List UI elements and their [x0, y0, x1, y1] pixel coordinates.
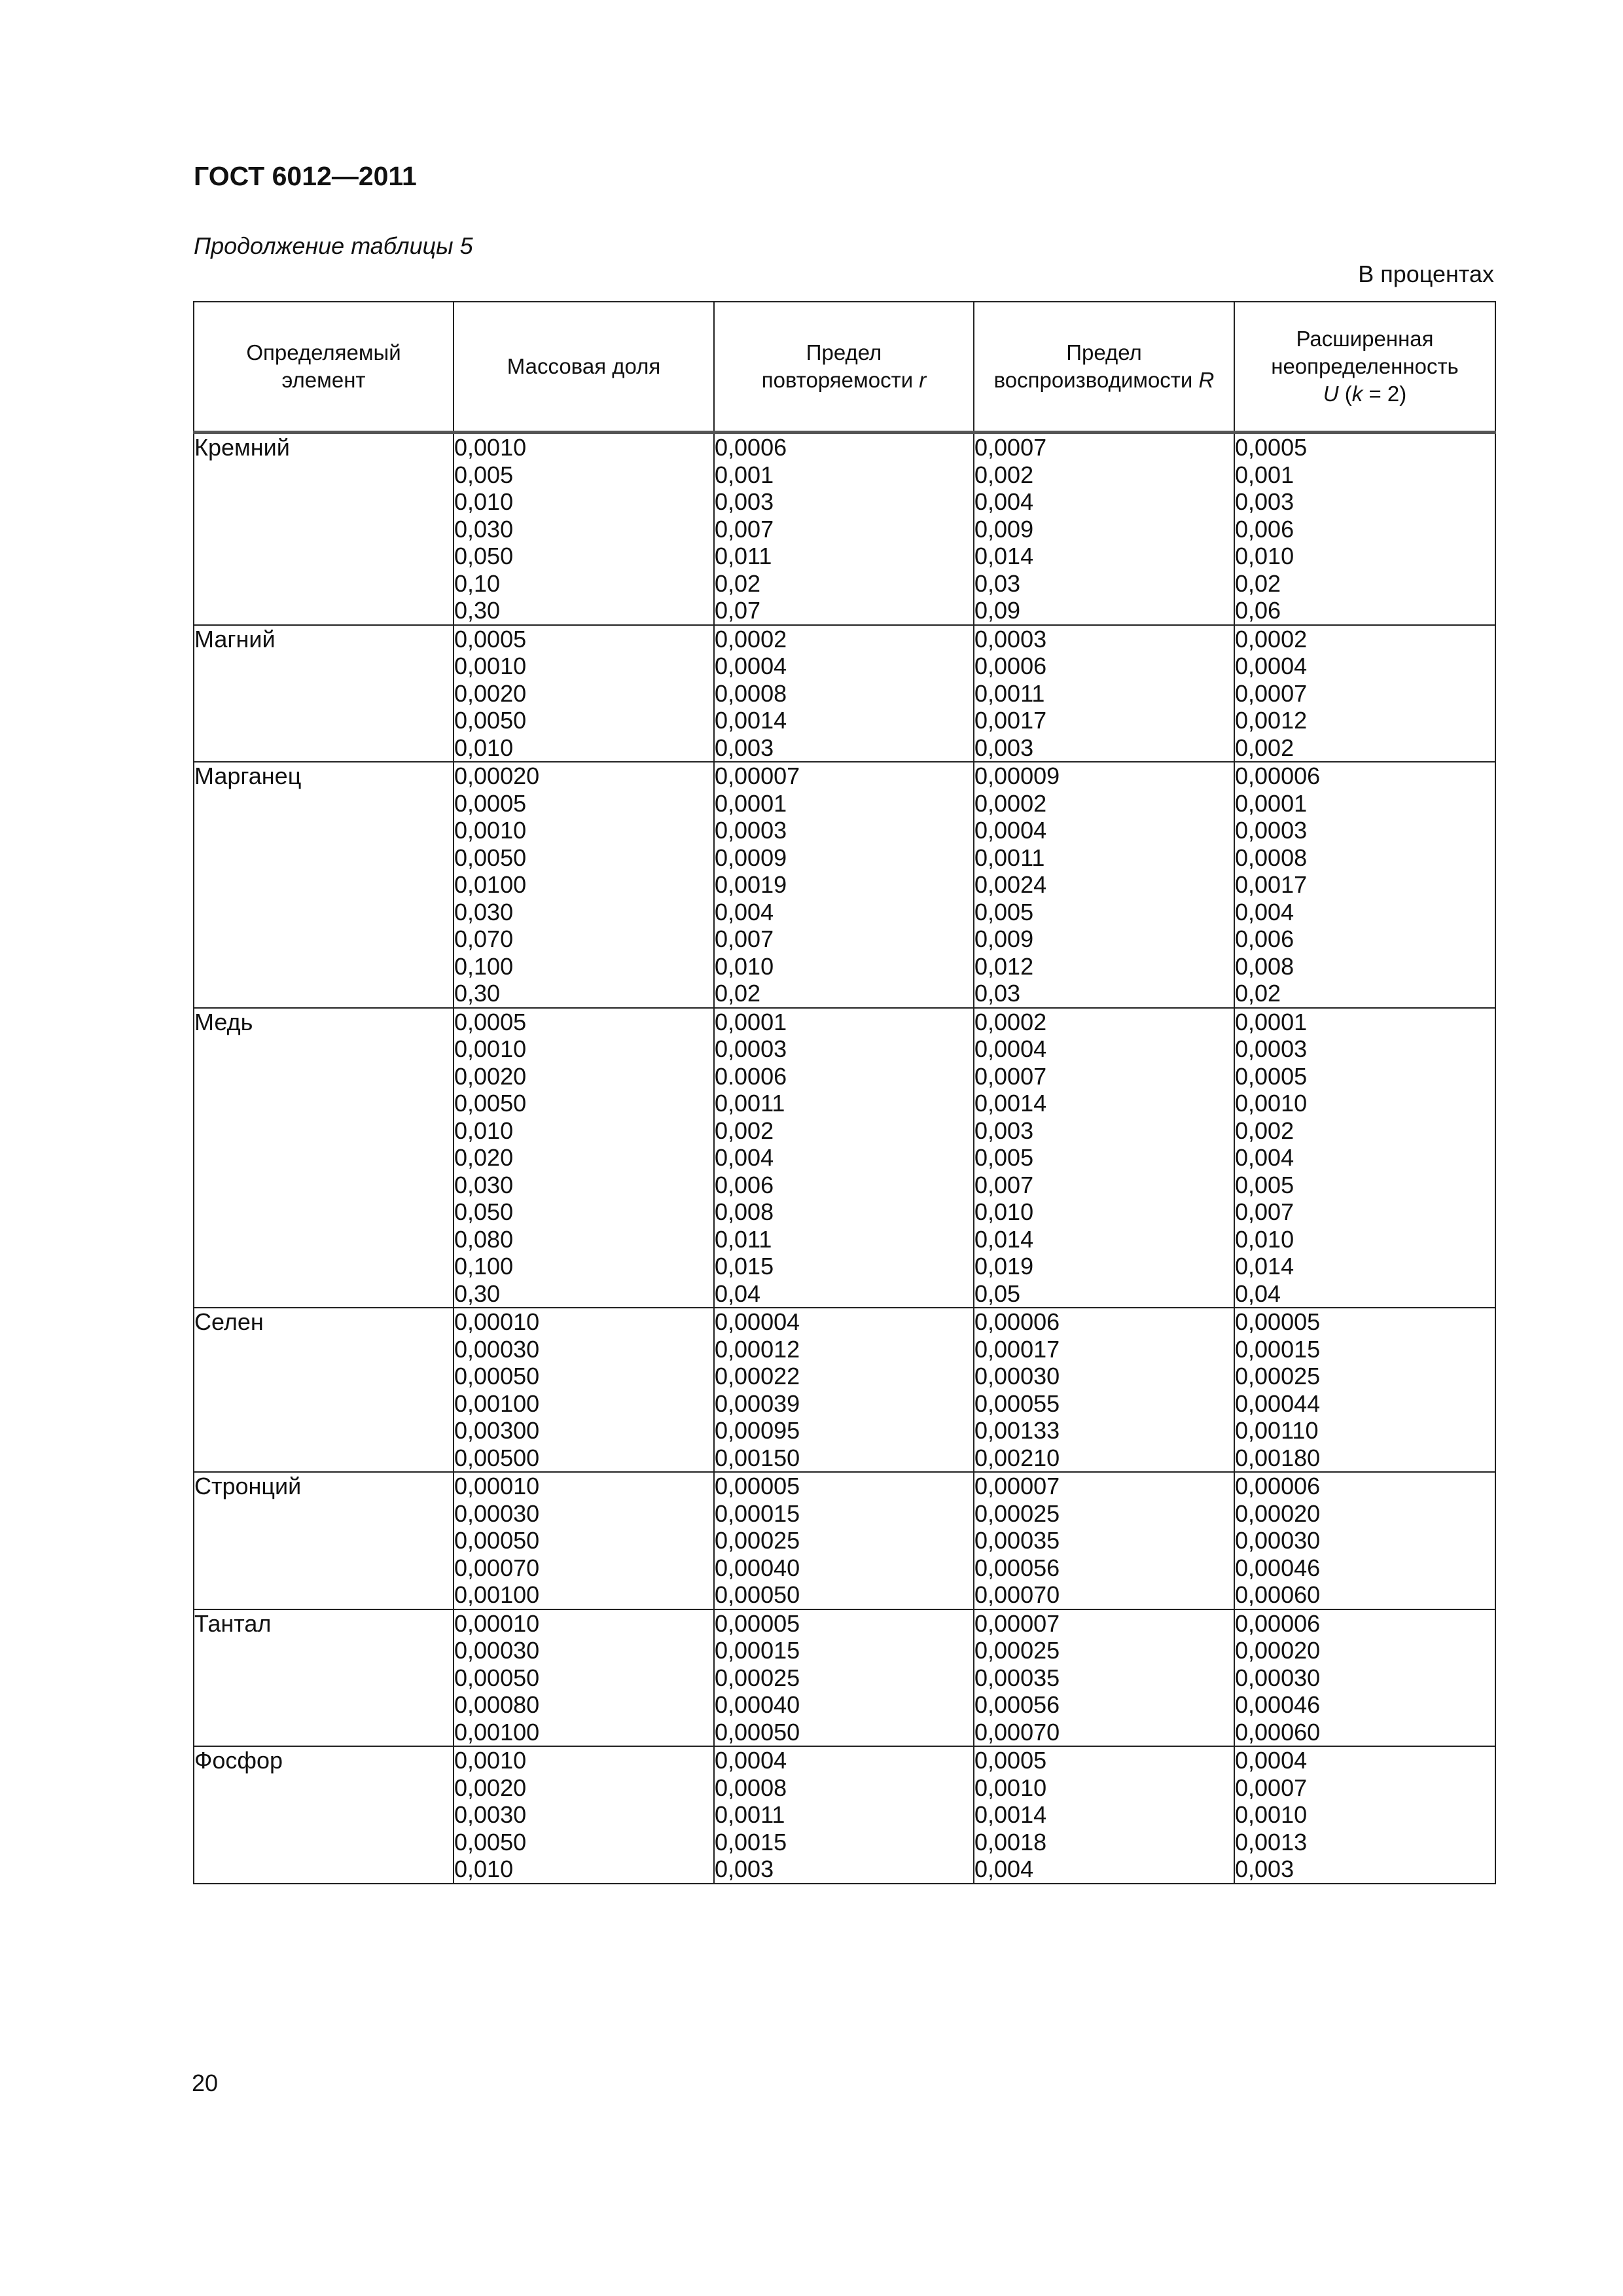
mass-fraction-value: 0,00100	[454, 1581, 540, 1608]
uncertainty-value: 0,00025	[1235, 1363, 1321, 1390]
reproducibility-value: 0,00055	[974, 1390, 1060, 1417]
uncertainty-cell	[1234, 1746, 1495, 1884]
mass-fraction-value: 0,0020	[454, 1774, 527, 1801]
uncertainty-cell	[1234, 1472, 1495, 1609]
repeatability-value: 0,00015	[715, 1499, 800, 1527]
mass-fraction-value: 0,0050	[454, 844, 527, 871]
repeatability-value: 0,001	[715, 461, 774, 488]
uncertainty-value: 0,00006	[1235, 762, 1321, 789]
uncertainty-value: 0,0004	[1235, 653, 1308, 679]
repeatability-value: 0,015	[715, 1253, 774, 1280]
mass-fraction-value: 0,070	[454, 925, 514, 952]
uncertainty-value: 0,00046	[1235, 1691, 1321, 1718]
uncertainty-value: 0,0003	[1235, 1035, 1308, 1062]
mass-fraction-value: 0,010	[454, 1856, 514, 1882]
reproducibility-cell	[974, 1008, 1234, 1308]
uncertainty-value: 0,0008	[1235, 844, 1308, 871]
reproducibility-value: 0,00017	[974, 1335, 1060, 1363]
repeatability-value: 0,003	[715, 488, 774, 515]
header-element-line-2: элемент	[281, 368, 366, 392]
uncertainty-value: 0,04	[1235, 1280, 1281, 1307]
uncertainty-cell	[1234, 1008, 1495, 1308]
mass-fraction-value: 0,100	[454, 1253, 514, 1280]
data-table	[193, 301, 1496, 1884]
uncertainty-value: 0,0001	[1235, 1008, 1308, 1035]
header-reproducibility-line-2: воспроизводимости	[993, 368, 1199, 392]
reproducibility-value: 0,00056	[974, 1554, 1060, 1581]
header-reproducibility-line-1: Предел	[1066, 340, 1142, 365]
reproducibility-value: 0,019	[974, 1253, 1034, 1280]
uncertainty-value: 0,00046	[1235, 1554, 1321, 1581]
uncertainty-value: 0,0010	[1235, 1090, 1308, 1117]
reproducibility-value: 0,0002	[974, 1008, 1047, 1035]
element-name-cell: Селен	[194, 1308, 454, 1472]
repeatability-value: 0,00007	[715, 762, 800, 789]
mass-fraction-value: 0,00070	[454, 1554, 540, 1581]
reproducibility-value: 0,009	[974, 925, 1034, 952]
mass-fraction-value: 0,010	[454, 1117, 514, 1144]
mass-fraction-value: 0,0010	[454, 434, 527, 461]
mass-fraction-value: 0,00100	[454, 1390, 540, 1417]
mass-fraction-value: 0,0005	[454, 1008, 527, 1035]
reproducibility-value: 0,004	[974, 488, 1034, 515]
repeatability-value: 0,0006	[715, 434, 787, 461]
mass-fraction-value: 0,0020	[454, 1062, 527, 1090]
repeatability-value: 0,0011	[715, 1801, 785, 1828]
reproducibility-value: 0,00056	[974, 1691, 1060, 1718]
uncertainty-value: 0,0004	[1235, 1747, 1308, 1774]
repeatability-value: 0,0014	[715, 707, 787, 734]
table-row	[194, 1609, 1495, 1747]
page-number: 20	[192, 2070, 219, 2096]
repeatability-value: 0,07	[715, 597, 761, 624]
mass-fraction-value: 0,030	[454, 515, 514, 543]
reproducibility-value: 0,0007	[974, 1062, 1047, 1090]
mass-fraction-value: 0,00300	[454, 1417, 540, 1444]
reproducibility-value: 0,00035	[974, 1664, 1060, 1691]
uncertainty-value: 0,00044	[1235, 1390, 1321, 1417]
mass-fraction-value: 0,0020	[454, 679, 527, 707]
table-header-row	[194, 302, 1495, 433]
repeatability-value: 0,00005	[715, 1609, 800, 1637]
mass-fraction-value: 0,00010	[454, 1473, 540, 1499]
mass-fraction-value: 0,00020	[454, 762, 540, 789]
element-name-cell: Тантал	[194, 1609, 454, 1747]
uncertainty-value: 0,0005	[1235, 434, 1308, 461]
uncertainty-value: 0,006	[1235, 515, 1294, 543]
symbol-R: R	[1198, 368, 1215, 392]
reproducibility-value: 0,00007	[974, 1609, 1060, 1637]
repeatability-value: 0,0009	[715, 844, 787, 871]
mass-fraction-cell	[454, 1008, 714, 1308]
header-element-line-1: Определяемый	[246, 340, 401, 365]
reproducibility-value: 0,03	[974, 980, 1021, 1007]
reproducibility-value: 0,010	[974, 1198, 1034, 1225]
repeatability-value: 0,00012	[715, 1335, 800, 1363]
header-uncertainty-line-1: Расширенная	[1296, 327, 1434, 351]
uncertainty-value: 0,00020	[1235, 1637, 1321, 1664]
mass-fraction-value: 0,050	[454, 543, 514, 569]
uncertainty-value: 0,010	[1235, 543, 1294, 569]
table-row	[194, 1746, 1495, 1884]
mass-fraction-value: 0,30	[454, 597, 501, 624]
mass-fraction-value: 0,050	[454, 1198, 514, 1225]
reproducibility-value: 0,005	[974, 1144, 1034, 1171]
reproducibility-value: 0,0004	[974, 1035, 1047, 1062]
mass-fraction-value: 0,030	[454, 898, 514, 925]
repeatability-value: 0,003	[715, 1856, 774, 1882]
mass-fraction-value: 0,00010	[454, 1609, 540, 1637]
repeatability-value: 0,0004	[715, 1747, 787, 1774]
mass-fraction-value: 0,0050	[454, 707, 527, 734]
repeatability-value: 0,004	[715, 898, 774, 925]
uncertainty-value: 0,0012	[1235, 707, 1308, 734]
uncertainty-value: 0,0007	[1235, 1774, 1308, 1801]
mass-fraction-value: 0,0050	[454, 1828, 527, 1856]
reproducibility-value: 0,00025	[974, 1499, 1060, 1527]
reproducibility-value: 0,00030	[974, 1363, 1060, 1390]
repeatability-value: 0,00095	[715, 1417, 800, 1444]
table-row	[194, 1472, 1495, 1609]
reproducibility-value: 0,003	[974, 734, 1034, 761]
header-reproducibility	[974, 302, 1234, 433]
repeatability-value: 0,008	[715, 1198, 774, 1225]
repeatability-value: 0,004	[715, 1144, 774, 1171]
mass-fraction-value: 0,00100	[454, 1718, 540, 1746]
mass-fraction-value: 0,0030	[454, 1801, 527, 1828]
mass-fraction-value: 0,30	[454, 980, 501, 1007]
header-uncertainty-line-2: неопределенность	[1271, 354, 1459, 378]
repeatability-value: 0,02	[715, 569, 761, 597]
mass-fraction-value: 0,30	[454, 1280, 501, 1307]
reproducibility-value: 0,0024	[974, 871, 1047, 898]
element-name-cell: Стронций	[194, 1472, 454, 1609]
repeatability-value: 0,007	[715, 925, 774, 952]
units-note: В процентах	[1358, 260, 1494, 287]
uncertainty-value: 0,0007	[1235, 679, 1308, 707]
reproducibility-value: 0,0011	[974, 844, 1045, 871]
repeatability-value: 0,002	[715, 1117, 774, 1144]
reproducibility-value: 0,004	[974, 1856, 1034, 1882]
repeatability-value: 0,0008	[715, 679, 787, 707]
mass-fraction-value: 0,00080	[454, 1691, 540, 1718]
mass-fraction-value: 0,00500	[454, 1444, 540, 1471]
reproducibility-value: 0,014	[974, 1225, 1034, 1253]
repeatability-cell	[714, 762, 974, 1008]
uncertainty-value: 0,02	[1235, 569, 1281, 597]
repeatability-value: 0,00040	[715, 1691, 800, 1718]
repeatability-value: 0,00025	[715, 1527, 800, 1554]
mass-fraction-value: 0,0100	[454, 871, 527, 898]
reproducibility-value: 0,0005	[974, 1747, 1047, 1774]
repeatability-value: 0,00039	[715, 1390, 800, 1417]
table-row	[194, 1308, 1495, 1472]
symbol-U: U	[1323, 382, 1339, 406]
header-mass-fraction-text: Массовая доля	[507, 354, 661, 378]
element-name-cell: Магний	[194, 625, 454, 762]
uncertainty-value: 0,008	[1235, 952, 1294, 980]
reproducibility-cell	[974, 762, 1234, 1008]
repeatability-value: 0,011	[715, 543, 772, 569]
uncertainty-value: 0,0010	[1235, 1801, 1308, 1828]
repeatability-value: 0,010	[715, 952, 774, 980]
repeatability-value: 0,0004	[715, 653, 787, 679]
mass-fraction-value: 0,0010	[454, 1747, 527, 1774]
uncertainty-value: 0,0017	[1235, 871, 1308, 898]
reproducibility-value: 0,014	[974, 543, 1034, 569]
uncertainty-cell	[1234, 1308, 1495, 1472]
repeatability-value: 0,003	[715, 734, 774, 761]
reproducibility-value: 0,00070	[974, 1718, 1060, 1746]
reproducibility-value: 0,003	[974, 1117, 1034, 1144]
uncertainty-value: 0,00020	[1235, 1499, 1321, 1527]
uncertainty-value: 0,0002	[1235, 625, 1308, 653]
repeatability-value: 0,0001	[715, 1008, 787, 1035]
reproducibility-cell	[974, 1609, 1234, 1747]
repeatability-cell	[714, 1746, 974, 1884]
uncertainty-value: 0,014	[1235, 1253, 1294, 1280]
uncertainty-cell	[1234, 1609, 1495, 1747]
symbol-k: k	[1351, 382, 1363, 406]
reproducibility-value: 0,00070	[974, 1581, 1060, 1608]
mass-fraction-value: 0,0010	[454, 817, 527, 844]
header-repeatability-line-1: Предел	[806, 340, 882, 365]
mass-fraction-value: 0,00030	[454, 1637, 540, 1664]
repeatability-cell	[714, 1472, 974, 1609]
uncertainty-value: 0,004	[1235, 1144, 1294, 1171]
mass-fraction-cell	[454, 1308, 714, 1472]
uncertainty-value: 0,005	[1235, 1171, 1294, 1198]
uncertainty-value: 0,00060	[1235, 1718, 1321, 1746]
mass-fraction-value: 0,00050	[454, 1363, 540, 1390]
reproducibility-value: 0,0002	[974, 789, 1047, 817]
reproducibility-value: 0,00006	[974, 1308, 1060, 1335]
uncertainty-value: 0,00030	[1235, 1527, 1321, 1554]
repeatability-value: 0,04	[715, 1280, 761, 1307]
uncertainty-value: 0,00030	[1235, 1664, 1321, 1691]
reproducibility-value: 0,012	[974, 952, 1034, 980]
reproducibility-value: 0,0014	[974, 1090, 1047, 1117]
mass-fraction-value: 0,030	[454, 1171, 514, 1198]
table-row	[194, 762, 1495, 1008]
table-row	[194, 1008, 1495, 1308]
repeatability-value: 0,00025	[715, 1664, 800, 1691]
repeatability-value: 0,00040	[715, 1554, 800, 1581]
reproducibility-value: 0,0006	[974, 653, 1047, 679]
uncertainty-value: 0,006	[1235, 925, 1294, 952]
reproducibility-value: 0,00210	[974, 1444, 1060, 1471]
repeatability-value: 0,00015	[715, 1637, 800, 1664]
repeatability-value: 0,0002	[715, 625, 787, 653]
table-caption: Продолжение таблицы 5	[194, 232, 473, 259]
uncertainty-value: 0,06	[1235, 597, 1281, 624]
mass-fraction-value: 0,080	[454, 1225, 514, 1253]
uncertainty-value: 0,007	[1235, 1198, 1294, 1225]
uncertainty-value: 0,003	[1235, 1856, 1294, 1882]
reproducibility-value: 0,05	[974, 1280, 1021, 1307]
symbol-r: r	[919, 368, 927, 392]
mass-fraction-value: 0,010	[454, 488, 514, 515]
mass-fraction-cell	[454, 1472, 714, 1609]
mass-fraction-cell	[454, 433, 714, 625]
mass-fraction-cell	[454, 1746, 714, 1884]
reproducibility-value: 0,002	[974, 461, 1034, 488]
reproducibility-cell	[974, 1746, 1234, 1884]
uncertainty-value: 0,00005	[1235, 1308, 1321, 1335]
uncertainty-value: 0,00015	[1235, 1335, 1321, 1363]
uncertainty-k-value: = 2)	[1363, 382, 1407, 406]
repeatability-value: 0,011	[715, 1225, 772, 1253]
mass-fraction-value: 0,00050	[454, 1664, 540, 1691]
repeatability-value: 0,00022	[715, 1363, 800, 1390]
reproducibility-value: 0,007	[974, 1171, 1034, 1198]
header-repeatability	[714, 302, 974, 433]
table-row	[194, 433, 1495, 625]
repeatability-value: 0,0015	[715, 1828, 787, 1856]
mass-fraction-value: 0,020	[454, 1144, 514, 1171]
reproducibility-value: 0,0004	[974, 817, 1047, 844]
reproducibility-value: 0,00007	[974, 1473, 1060, 1499]
mass-fraction-value: 0,005	[454, 461, 514, 488]
uncertainty-cell	[1234, 625, 1495, 762]
header-element	[194, 302, 454, 433]
reproducibility-value: 0,0010	[974, 1774, 1047, 1801]
repeatability-value: 0,006	[715, 1171, 774, 1198]
uncertainty-value: 0,00006	[1235, 1473, 1321, 1499]
reproducibility-value: 0,09	[974, 597, 1021, 624]
repeatability-value: 0,0003	[715, 817, 787, 844]
reproducibility-value: 0,00133	[974, 1417, 1060, 1444]
table-row	[194, 625, 1495, 762]
uncertainty-value: 0,00110	[1235, 1417, 1319, 1444]
mass-fraction-value: 0,010	[454, 734, 514, 761]
uncertainty-cell	[1234, 433, 1495, 625]
repeatability-cell	[714, 433, 974, 625]
element-name-cell: Медь	[194, 1008, 454, 1308]
reproducibility-value: 0,03	[974, 569, 1021, 597]
mass-fraction-cell	[454, 625, 714, 762]
repeatability-value: 0,0011	[715, 1090, 785, 1117]
reproducibility-value: 0,009	[974, 515, 1034, 543]
repeatability-value: 0,00150	[715, 1444, 800, 1471]
mass-fraction-cell	[454, 762, 714, 1008]
element-name-cell: Фосфор	[194, 1746, 454, 1884]
reproducibility-value: 0,00035	[974, 1527, 1060, 1554]
uncertainty-value: 0,0003	[1235, 817, 1308, 844]
reproducibility-cell	[974, 1308, 1234, 1472]
uncertainty-value: 0,00180	[1235, 1444, 1321, 1471]
mass-fraction-cell	[454, 1609, 714, 1747]
reproducibility-value: 0,0003	[974, 625, 1047, 653]
reproducibility-value: 0,0007	[974, 434, 1047, 461]
uncertainty-paren-open: (	[1338, 382, 1352, 406]
repeatability-value: 0,0001	[715, 789, 787, 817]
reproducibility-cell	[974, 433, 1234, 625]
mass-fraction-value: 0,00010	[454, 1308, 540, 1335]
uncertainty-value: 0,004	[1235, 898, 1294, 925]
uncertainty-value: 0,00060	[1235, 1581, 1321, 1608]
uncertainty-value: 0,002	[1235, 734, 1294, 761]
repeatability-cell	[714, 1008, 974, 1308]
uncertainty-cell	[1234, 762, 1495, 1008]
document-code: ГОСТ 6012—2011	[194, 161, 417, 191]
mass-fraction-value: 0,0050	[454, 1090, 527, 1117]
mass-fraction-value: 0,0005	[454, 789, 527, 817]
repeatability-cell	[714, 625, 974, 762]
reproducibility-cell	[974, 625, 1234, 762]
element-name-cell: Марганец	[194, 762, 454, 1008]
mass-fraction-value: 0,0005	[454, 625, 527, 653]
reproducibility-value: 0,0018	[974, 1828, 1047, 1856]
uncertainty-value: 0,0001	[1235, 789, 1308, 817]
mass-fraction-value: 0,00030	[454, 1335, 540, 1363]
reproducibility-value: 0,0017	[974, 707, 1047, 734]
mass-fraction-value: 0,10	[454, 569, 501, 597]
repeatability-value: 0,007	[715, 515, 774, 543]
reproducibility-value: 0,00025	[974, 1637, 1060, 1664]
mass-fraction-value: 0,0010	[454, 653, 527, 679]
reproducibility-value: 0,0011	[974, 679, 1045, 707]
uncertainty-value: 0,002	[1235, 1117, 1294, 1144]
uncertainty-value: 0,0005	[1235, 1062, 1308, 1090]
repeatability-value: 0,02	[715, 980, 761, 1007]
mass-fraction-value: 0,100	[454, 952, 514, 980]
repeatability-value: 0,0008	[715, 1774, 787, 1801]
repeatability-value: 0,00050	[715, 1581, 800, 1608]
mass-fraction-value: 0,0010	[454, 1035, 527, 1062]
reproducibility-cell	[974, 1472, 1234, 1609]
reproducibility-value: 0,00009	[974, 762, 1060, 789]
header-uncertainty	[1234, 302, 1495, 433]
reproducibility-value: 0,005	[974, 898, 1034, 925]
repeatability-value: 0,00005	[715, 1473, 800, 1499]
repeatability-value: 0,00004	[715, 1308, 800, 1335]
mass-fraction-value: 0,00030	[454, 1499, 540, 1527]
uncertainty-value: 0,00006	[1235, 1609, 1321, 1637]
repeatability-value: 0,0019	[715, 871, 787, 898]
uncertainty-value: 0,003	[1235, 488, 1294, 515]
mass-fraction-value: 0,00050	[454, 1527, 540, 1554]
repeatability-cell	[714, 1609, 974, 1747]
repeatability-value: 0.0006	[715, 1062, 787, 1090]
uncertainty-value: 0,02	[1235, 980, 1281, 1007]
repeatability-cell	[714, 1308, 974, 1472]
header-repeatability-line-2: повторяемости	[761, 368, 919, 392]
reproducibility-value: 0,0014	[974, 1801, 1047, 1828]
element-name-cell: Кремний	[194, 433, 454, 625]
uncertainty-value: 0,001	[1235, 461, 1294, 488]
uncertainty-value: 0,0013	[1235, 1828, 1308, 1856]
header-mass-fraction	[454, 302, 714, 433]
repeatability-value: 0,00050	[715, 1718, 800, 1746]
repeatability-value: 0,0003	[715, 1035, 787, 1062]
uncertainty-value: 0,010	[1235, 1225, 1294, 1253]
